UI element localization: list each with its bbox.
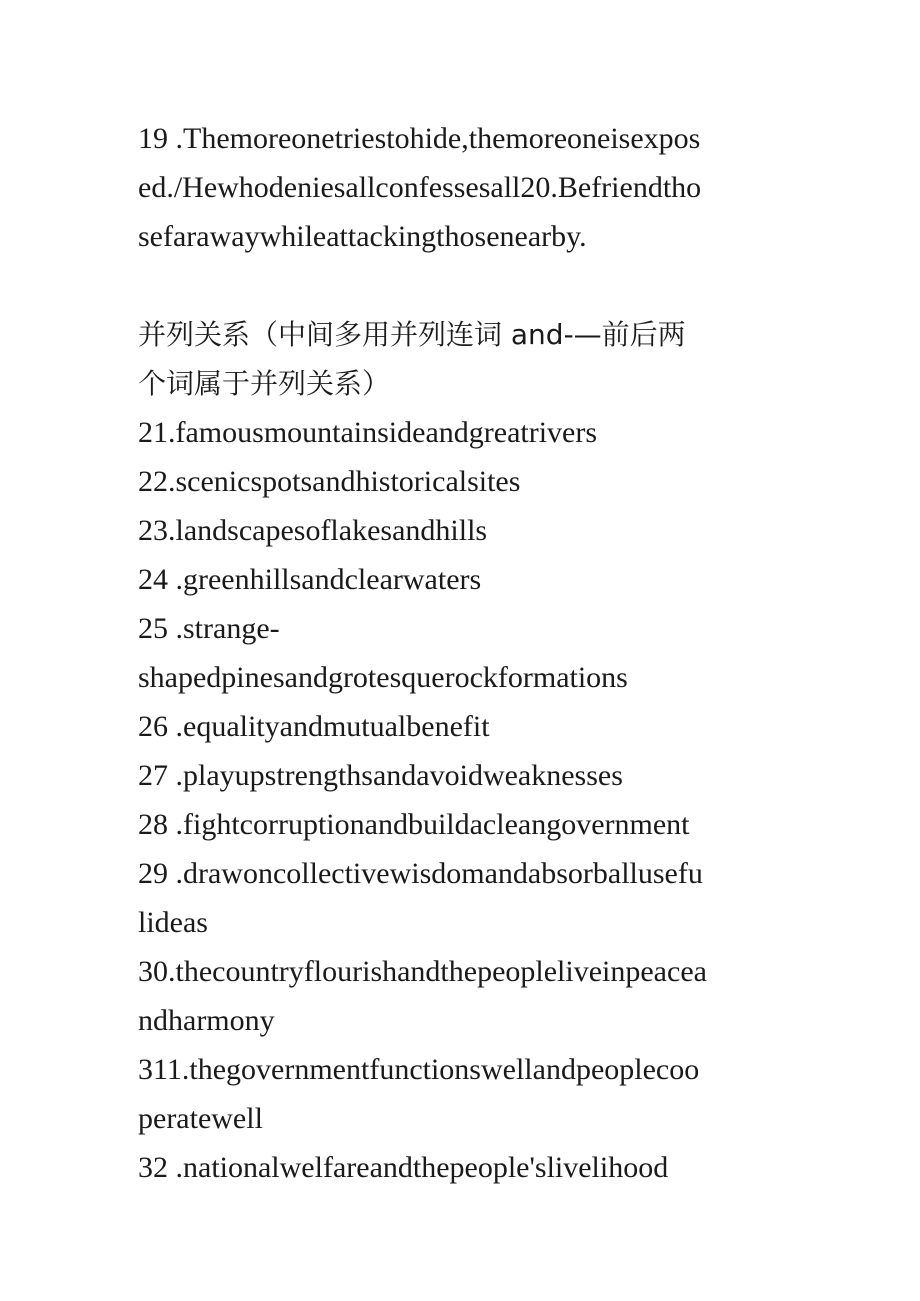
list-item [138, 702, 788, 751]
list-item [138, 506, 788, 555]
list-item-text: 25 .strange- [138, 612, 280, 645]
list-item [138, 555, 788, 604]
list-item-text: 28 .fightcorruptionandbuildacleangovernment [138, 808, 690, 841]
list-item [138, 1143, 788, 1192]
intro-line: ed./Hewhodeniesallconfessesall20.Befriendtho [138, 171, 702, 204]
list-item-text: 21.famousmountainsideandgreatrivers [138, 416, 598, 449]
list-item-text: lideas [138, 906, 208, 939]
section-heading [138, 310, 788, 408]
list-item-text: ndharmony [138, 1004, 275, 1037]
list-item-text: 29 .drawoncollectivewisdomandabsorballusefu [138, 857, 703, 890]
list-item-text: 22.scenicspotsandhistoricalsites [138, 465, 521, 498]
document-body [138, 114, 788, 1192]
list-item-text: peratewell [138, 1102, 263, 1135]
intro-paragraph [138, 114, 788, 261]
phrase-list [138, 408, 788, 1192]
list-item [138, 849, 788, 947]
list-item-text: 27 .playupstrengthsandavoidweaknesses [138, 759, 623, 792]
list-item [138, 408, 788, 457]
heading-line: 个词属于并列关系） [138, 367, 391, 400]
list-item [138, 751, 788, 800]
list-item [138, 800, 788, 849]
list-item-text: 32 .nationalwelfareandthepeople'slivelihood [138, 1151, 669, 1184]
list-item-text: 311.thegovernmentfunctionswellandpeoplecoo [138, 1053, 700, 1086]
list-item [138, 457, 788, 506]
intro-line: sefarawaywhileattackingthosenearby. [138, 220, 587, 253]
heading-line: 并列关系（中间多用并列连词 and-—前后两 [138, 318, 686, 351]
list-item-text: 30.thecountryflourishandthepeopleliveinpeacea [138, 955, 707, 988]
list-item-text: 23.landscapesoflakesandhills [138, 514, 488, 547]
list-item-text: 26 .equalityandmutualbenefit [138, 710, 490, 743]
list-item [138, 947, 788, 1045]
list-item [138, 604, 788, 702]
intro-line: 19 .Themoreonetriestohide,themoreoneisexpos [138, 122, 701, 155]
list-item-text: shapedpinesandgrotesquerockformations [138, 661, 628, 694]
list-item [138, 1045, 788, 1143]
list-item-text: 24 .greenhillsandclearwaters [138, 563, 482, 596]
